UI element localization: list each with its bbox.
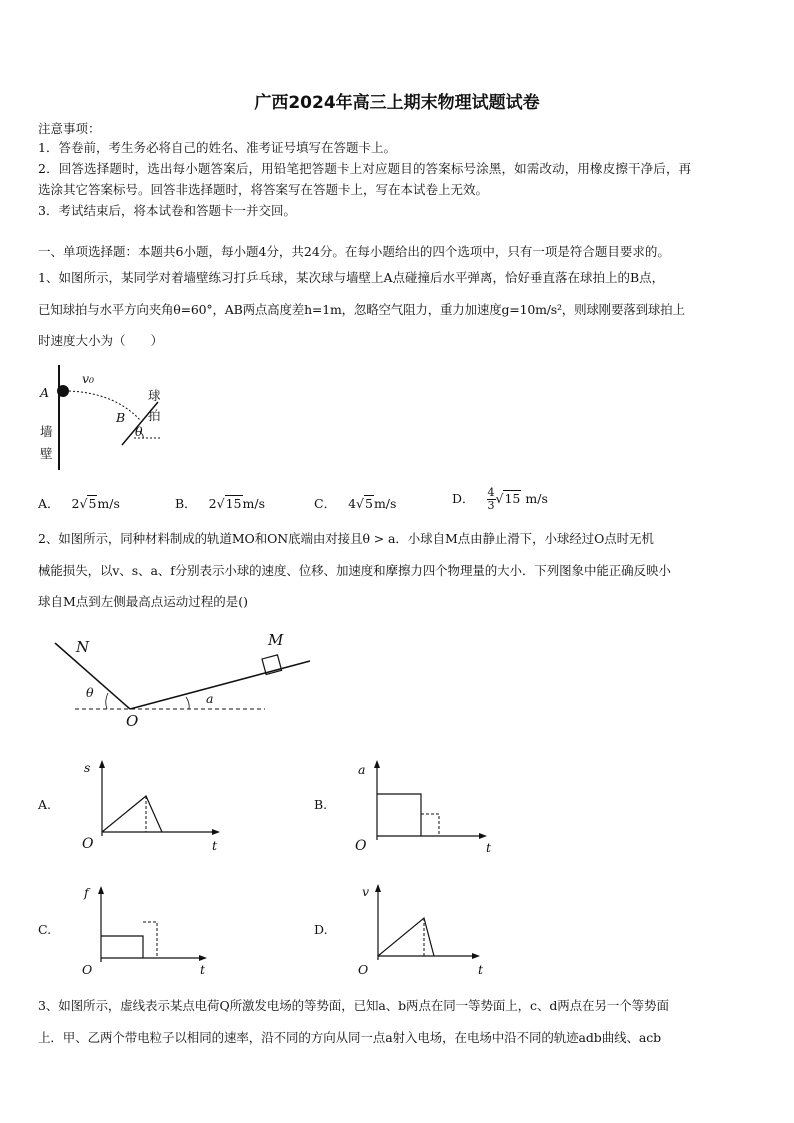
- q1-option-c[interactable]: C． 4√5m/s: [314, 496, 397, 511]
- page-title: 广西2024年高三上期末物理试题试卷: [254, 93, 540, 113]
- q2-label-o: O: [126, 712, 139, 730]
- q2-graph-b-x: t: [486, 840, 492, 855]
- q1-line-2: 已知球拍与水平方向夹角θ=60°，AB两点高度差h=1m，忽略空气阻力，重力加速度g=10m/s²，则球刚要落到球拍上: [38, 302, 685, 317]
- q2-graph-d-o: O: [358, 962, 369, 977]
- q2-option-a-label[interactable]: A.: [38, 797, 52, 812]
- q2-line-3: 球自M点到左侧最高点运动过程的是(): [38, 594, 249, 609]
- q1-option-c-coef: 4: [348, 496, 357, 511]
- q1-option-b-label: B．: [175, 496, 197, 511]
- q1-label-b: B: [116, 410, 126, 425]
- q2-option-d-label[interactable]: D.: [314, 922, 328, 937]
- q2-graph-b-y: a: [358, 762, 366, 777]
- notice-item-2: 2．回答选择题时，选出每小题答案后，用铅笔把答题卡上对应题目的答案标号涂黑，如需改动，用橡皮擦干净后，再: [38, 161, 692, 176]
- q1-option-d-unit: m/s: [525, 491, 548, 506]
- q2-label-m: M: [268, 631, 284, 649]
- q1-option-a-unit: m/s: [97, 496, 120, 511]
- q2-graph-c: [97, 886, 227, 966]
- q2-graph-d-x: t: [478, 962, 484, 977]
- q1-option-d[interactable]: D． $\frac{4}{3}$ √15 m/s: [452, 486, 548, 512]
- q1-option-b-rad: 15: [225, 496, 242, 511]
- q2-label-theta: θ: [86, 685, 94, 700]
- q1-option-d-frac: [487, 487, 496, 512]
- q1-option-d-num: 4: [487, 486, 495, 499]
- q2-graph-a-y: s: [84, 760, 91, 775]
- q2-label-n: N: [76, 638, 90, 656]
- q1-wall-1: 墙: [40, 424, 53, 439]
- q2-graph-c-y: f: [84, 885, 89, 900]
- q1-option-d-den: 3: [487, 499, 495, 512]
- q1-option-a[interactable]: A． 2√5m/s: [38, 496, 120, 511]
- q2-line-1: 2、如图所示，同种材料制成的轨道MO和ON底端由对接且θ > a．小球自M点由静止滑下，小球经过O点时无机: [38, 531, 654, 546]
- q2-graph-b: [373, 760, 503, 845]
- q2-graph-b-o: O: [355, 838, 367, 854]
- q1-option-c-label: C．: [314, 496, 337, 511]
- q2-option-c-label[interactable]: C.: [38, 922, 52, 937]
- notice-heading: 注意事项：: [38, 121, 101, 136]
- q2-graph-a: [98, 760, 228, 840]
- q1-wall-2: 壁: [40, 446, 53, 461]
- q2-graph-a-x: t: [212, 838, 218, 853]
- notice-item-1: 1．答卷前，考生务必将自己的姓名、准考证号填写在答题卡上。: [38, 140, 396, 155]
- q1-label-a: A: [40, 385, 50, 400]
- q2-label-alpha: a: [206, 691, 214, 706]
- q1-line-3: 时速度大小为（ ）: [38, 333, 164, 348]
- q2-graph-c-x: t: [200, 962, 206, 977]
- q3-line-1: 3、如图所示，虚线表示某点电荷Q所激发电场的等势面，已知a、b两点在同一等势面上，c、d两点在另一个等势面: [38, 998, 669, 1013]
- q1-option-a-coef: 2: [71, 496, 80, 511]
- q1-option-b[interactable]: B． 2√15m/s: [175, 496, 265, 511]
- q1-label-v0: v₀: [82, 371, 95, 386]
- q1-option-a-rad: 5: [88, 496, 97, 511]
- section-heading: 一、单项选择题：本题共6小题，每小题4分，共24分。在每小题给出的四个选项中，只有一项是符合题目要求的。: [38, 244, 670, 259]
- q1-option-d-label: D．: [452, 491, 475, 506]
- q2-graph-a-o: O: [82, 836, 94, 852]
- notice-item-3: 3．考试结束后，将本试卷和答题卡一并交回。: [38, 203, 296, 218]
- q1-paddle-2: 拍: [148, 408, 161, 423]
- q1-paddle-1: 球: [148, 388, 161, 403]
- q1-option-c-unit: m/s: [373, 496, 397, 511]
- q1-option-d-rad: 15: [504, 491, 521, 506]
- q2-line-2: 械能损失，以v、s、a、f分别表示小球的速度、位移、加速度和摩擦力四个物理量的大小．下列图象中能正确反映小: [38, 563, 671, 578]
- q2-graph-c-o: O: [82, 962, 93, 977]
- q1-option-a-label: A．: [38, 496, 60, 511]
- q1-line-1: 1、如图所示，某同学对着墙壁练习打乒乓球，某次球与墙壁上A点碰撞后水平弹离，恰好垂直落在球拍上的B点，: [38, 270, 665, 285]
- q1-option-b-unit: m/s: [242, 496, 265, 511]
- q2-graph-d-y: v: [362, 884, 370, 899]
- q2-graph-d: [374, 884, 494, 964]
- q1-option-c-rad: 5: [364, 496, 373, 511]
- q3-line-2: 上．甲、乙两个带电粒子以相同的速率，沿不同的方向从同一点a射入电场，在电场中沿不同的轨迹adb曲线、acb: [38, 1030, 662, 1045]
- q1-option-b-coef: 2: [208, 496, 217, 511]
- q1-label-theta: θ: [135, 424, 143, 439]
- q2-option-b-label[interactable]: B.: [314, 797, 328, 812]
- notice-item-2-cont: 选涂其它答案标号。回答非选择题时，将答案写在答题卡上，写在本试卷上无效。: [38, 182, 489, 197]
